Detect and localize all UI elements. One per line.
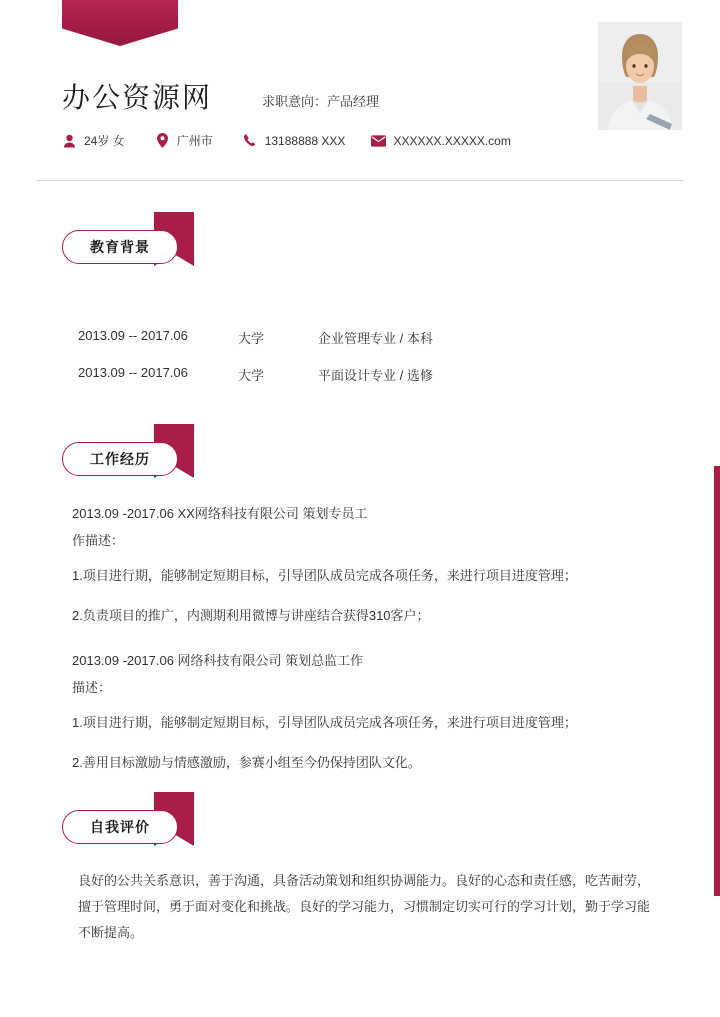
job-objective: 求职意向：产品经理 <box>262 94 380 109</box>
work-entry-heading-line2: 描述： <box>72 680 112 695</box>
work-experience-list <box>72 500 652 789</box>
page-title: 办公资源网 <box>62 82 213 113</box>
education-major: 平面设计专业 / 选修 <box>318 368 433 383</box>
work-entry-heading <box>72 500 652 554</box>
work-entry-item: 1.项目进行期，能够制定短期目标，引导团队成员完成各项任务，来进行项目进度管理； <box>72 568 577 583</box>
contact-row <box>62 132 511 149</box>
work-entry-heading-line1: 2013.09 -2017.06 XX网络科技有限公司 策划专员工 <box>72 506 368 521</box>
contact-phone-text: 13188888 XXX <box>264 133 346 148</box>
work-entry-heading-line2: 作描述： <box>72 533 125 548</box>
top-ribbon-decoration <box>62 0 178 46</box>
phone-icon <box>243 133 258 148</box>
contact-age-gender-text: 24岁 女 <box>84 134 125 148</box>
section-title-work-label: 工作经历 <box>90 451 150 467</box>
work-entry-item: 1.项目进行期，能够制定短期目标，引导团队成员完成各项任务，来进行项目进度管理； <box>72 715 577 730</box>
section-title-evaluation-label: 自我评价 <box>90 819 150 835</box>
contact-age-gender <box>62 132 125 149</box>
work-entry-item: 2.负责项目的推广，内测期利用微博与讲座结合获得310客户； <box>72 608 430 623</box>
email-icon <box>371 133 386 148</box>
education-date: 2013.09 -- 2017.06 <box>78 365 188 380</box>
contact-phone <box>243 133 346 148</box>
contact-email-text: XXXXXX.XXXXX.com <box>393 133 511 148</box>
education-school: 大学 <box>238 331 265 346</box>
work-entry-item: 2.善用目标激励与情感激励，参赛小组至今仍保持团队文化。 <box>72 755 421 770</box>
location-icon <box>155 133 170 148</box>
education-list <box>78 328 433 402</box>
header-divider <box>36 180 684 181</box>
resume-header <box>0 0 720 180</box>
education-major: 企业管理专业 / 本科 <box>318 331 433 346</box>
avatar <box>598 22 682 130</box>
education-school: 大学 <box>238 368 265 383</box>
contact-city <box>155 132 213 149</box>
work-entry-heading-line1: 2013.09 -2017.06 网络科技有限公司 策划总监工作 <box>72 653 364 668</box>
section-title-education-label: 教育背景 <box>90 239 150 255</box>
person-icon <box>62 133 77 148</box>
contact-city-text: 广州市 <box>176 134 213 148</box>
education-row <box>78 365 433 384</box>
work-entry-heading <box>72 647 652 701</box>
education-row <box>78 328 433 347</box>
education-date: 2013.09 -- 2017.06 <box>78 328 188 343</box>
self-evaluation-text: 良好的公共关系意识，善于沟通，具备活动策划和组织协调能力。良好的心态和责任感，吃苦耐劳，擅于管理时间，勇于面对变化和挑战。良好的学习能力，习惯制定切实可行的学习计划，勤于学习能不断提高。 <box>78 873 651 940</box>
right-accent-bar <box>714 466 720 896</box>
contact-email <box>371 133 510 148</box>
